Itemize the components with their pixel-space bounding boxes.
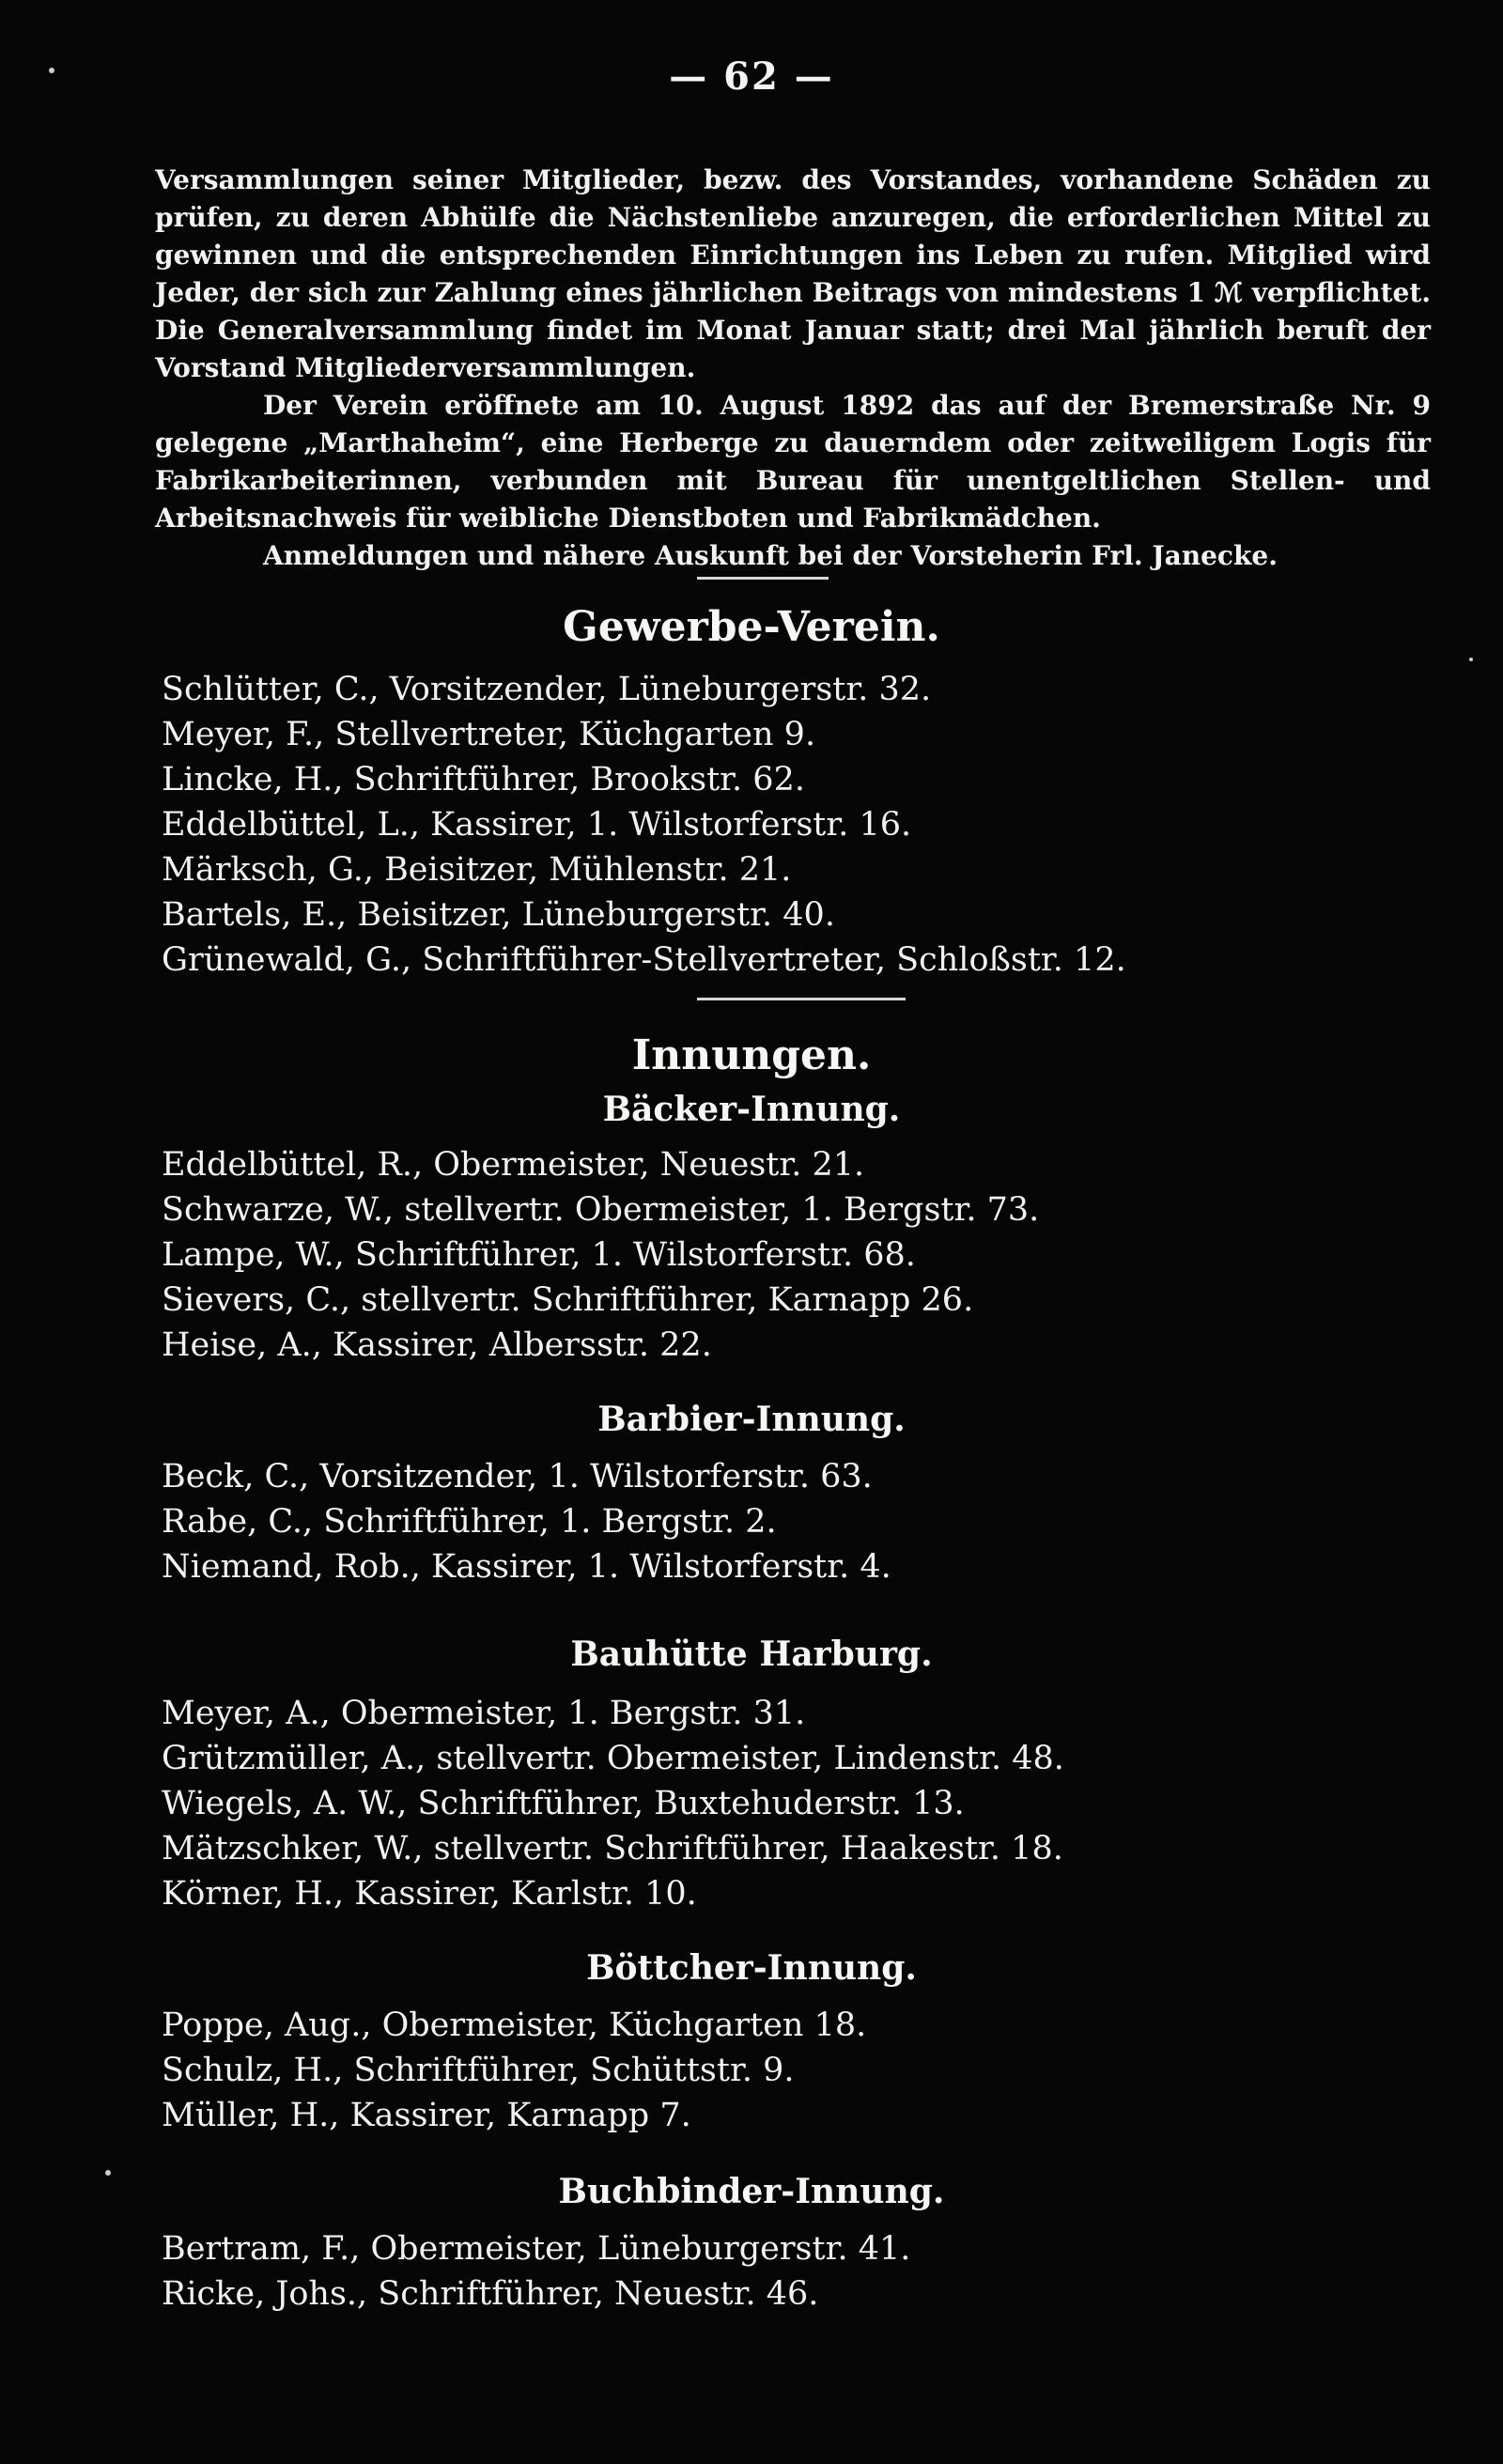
intro-paragraph: Der Verein eröffnete am 10. August 1892 das auf der Bremerstraße Nr. 9 gelegene „Marthaheim“, eine Herberge zu dauerndem oder zeitweiligem Logis für Fabrikarbeiterinnen, verbunden mit Bureau für unentgeltlichen Stellen- und Arbeitsnachweis für weibliche Dienstboten und Fabrikmädchen.: [155, 390, 1431, 534]
scan-speck: [105, 2170, 111, 2176]
list-item: Schlütter, C., Vorsitzender, Lüneburgerstr. 32.: [162, 671, 932, 708]
list-item: Grünewald, G., Schriftführer-Stellvertreter, Schloßstr. 12.: [162, 941, 1126, 979]
section-title-baecker-innung: Bäcker-Innung.: [602, 1090, 901, 1129]
list-item: Körner, H., Kassirer, Karlstr. 10.: [162, 1875, 697, 1913]
gewerbe-verein-list: [162, 667, 1126, 983]
list-item: Lincke, H., Schriftführer, Brookstr. 62.: [162, 761, 805, 798]
list-item: Eddelbüttel, R., Obermeister, Neuestr. 21.: [162, 1146, 865, 1184]
page-number: — 62 —: [669, 54, 834, 99]
barbier-innung-list: [162, 1454, 891, 1589]
list-item: Meyer, A., Obermeister, 1. Bergstr. 31.: [162, 1695, 806, 1732]
list-item: Ricke, Johs., Schriftführer, Neuestr. 46.: [162, 2275, 819, 2313]
scan-speck: [49, 68, 54, 73]
section-title-innungen: Innungen.: [631, 1031, 872, 1079]
baecker-innung-list: [162, 1142, 1039, 1368]
list-item: Mätzschker, W., stellvertr. Schriftführer, Haakestr. 18.: [162, 1830, 1063, 1867]
list-item: Sievers, C., stellvertr. Schriftführer, Karnapp 26.: [162, 1281, 974, 1319]
section-divider: [697, 998, 906, 1000]
list-item: Meyer, F., Stellvertreter, Küchgarten 9.: [162, 716, 816, 753]
scan-speck: [1469, 658, 1473, 661]
list-item: Bertram, F., Obermeister, Lüneburgerstr. 41.: [162, 2230, 911, 2268]
list-item: Heise, A., Kassirer, Albersstr. 22.: [162, 1326, 712, 1364]
intro-paragraph: Anmeldungen und nähere Auskunft bei der Vorsteherin Frl. Janecke.: [263, 540, 1278, 571]
section-divider: [697, 577, 829, 580]
section-title-bauhuette-harburg: Bauhütte Harburg.: [570, 1635, 933, 1674]
list-item: Schwarze, W., stellvertr. Obermeister, 1. Bergstr. 73.: [162, 1191, 1040, 1229]
list-item: Märksch, G., Beisitzer, Mühlenstr. 21.: [162, 851, 792, 889]
intro-text: [155, 162, 1431, 575]
bauhuette-harburg-list: [162, 1691, 1064, 1916]
list-item: Schulz, H., Schriftführer, Schüttstr. 9.: [162, 2052, 795, 2089]
list-item: Grützmüller, A., stellvertr. Obermeister, Lindenstr. 48.: [162, 1740, 1064, 1777]
buchbinder-innung-list: [162, 2226, 910, 2317]
list-item: Wiegels, A. W., Schriftführer, Buxtehuderstr. 13.: [162, 1785, 965, 1822]
section-title-gewerbe-verein: Gewerbe-Verein.: [563, 603, 940, 651]
list-item: Niemand, Rob., Kassirer, 1. Wilstorferstr. 4.: [162, 1548, 891, 1586]
section-title-buchbinder-innung: Buchbinder-Innung.: [558, 2172, 945, 2211]
list-item: Bartels, E., Beisitzer, Lüneburgerstr. 40.: [162, 896, 835, 934]
list-item: Müller, H., Kassirer, Karnapp 7.: [162, 2097, 691, 2134]
list-item: Rabe, C., Schriftführer, 1. Bergstr. 2.: [162, 1503, 777, 1541]
list-item: Poppe, Aug., Obermeister, Küchgarten 18.: [162, 2007, 867, 2044]
boettcher-innung-list: [162, 2003, 866, 2138]
section-title-boettcher-innung: Böttcher-Innung.: [586, 1948, 917, 1988]
intro-paragraph: Versammlungen seiner Mitglieder, bezw. des Vorstandes, vorhandene Schäden zu prüfen, zu deren Abhülfe die Nächstenliebe anzuregen, die erforderlichen Mittel zu gewinnen und die entsprechenden Einrichtungen ins Leben zu rufen. Mitglied wird Jeder, der sich zur Zahlung eines jährlichen Beitrags von mindestens 1 ℳ verpflichtet. Die Generalversammlung findet im Monat Januar statt; drei Mal jährlich beruft der Vorstand Mitgliederversammlungen.: [155, 164, 1431, 383]
list-item: Beck, C., Vorsitzender, 1. Wilstorferstr. 63.: [162, 1458, 873, 1495]
list-item: Eddelbüttel, L., Kassirer, 1. Wilstorferstr. 16.: [162, 806, 912, 844]
list-item: Lampe, W., Schriftführer, 1. Wilstorferstr. 68.: [162, 1236, 916, 1274]
section-title-barbier-innung: Barbier-Innung.: [597, 1400, 906, 1439]
